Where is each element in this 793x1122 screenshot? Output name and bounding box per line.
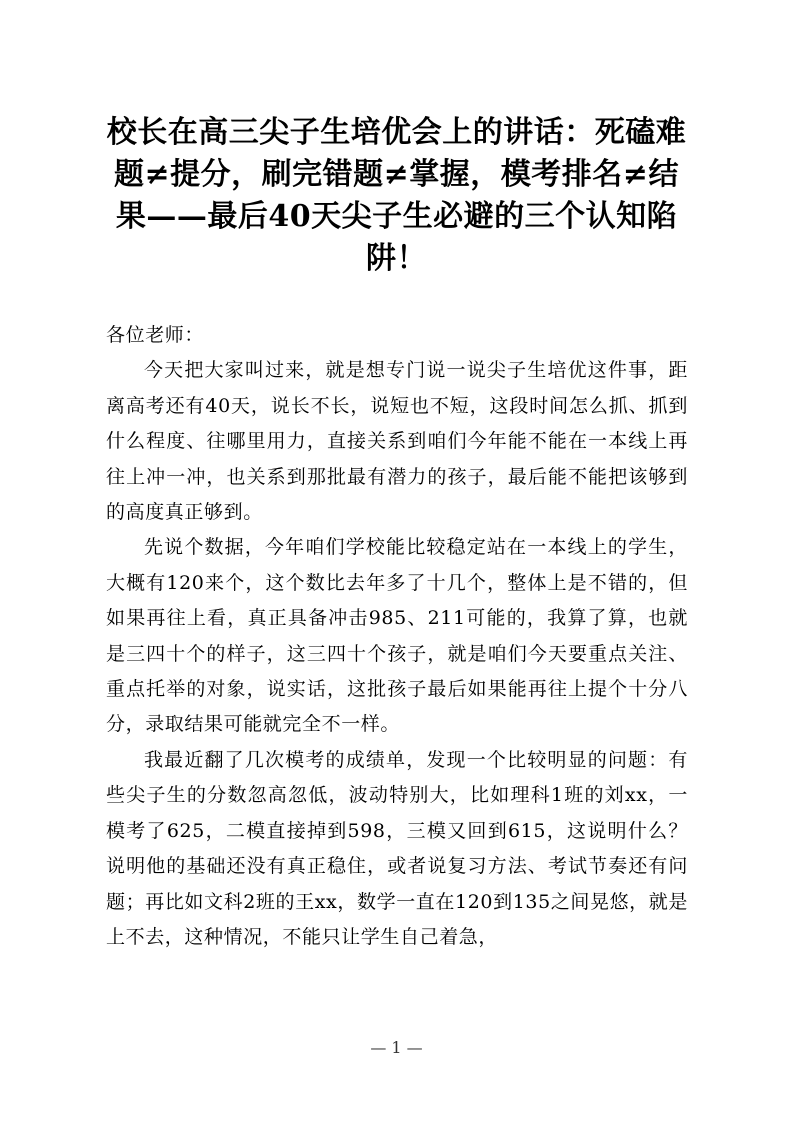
paragraph: 先说个数据，今年咱们学校能比较稳定站在一本线上的学生，大概有120来个，这个数比去年多了十几个，整体上是不错的，但如果再往上看，真正具备冲击985、211可能的，我算了算，也就是三四十个的样子，这三四十个孩子，就是咱们今天要重点关注、重点托举的对象，说实话，这批孩子最后如果能再往上提个十分八分，录取结果可能就完全不一样。 bbox=[106, 536, 688, 736]
document-title: 校长在高三尖子生培优会上的讲话：死磕难题≠提分，刷完错题≠掌握，模考排名≠结果——最后40天尖子生必避的三个认知陷阱！ bbox=[106, 115, 687, 276]
salutation: 各位老师： bbox=[106, 324, 205, 346]
paragraph: 我最近翻了几次模考的成绩单，发现一个比较明显的问题：有些尖子生的分数忽高忽低，波动特别大，比如理科1班的刘xx，一模考了625，二模直接掉到598，三模又回到615，这说明什么？说明他的基础还没有真正稳住，或者说复习方法、考试节奏还有问题；再比如文科2班的王xx，数学一直在120到135之间晃悠，就是上不去，这种情况，不能只让学生自己着急， bbox=[106, 748, 688, 948]
paragraph: 今天把大家叫过来，就是想专门说一说尖子生培优这件事，距离高考还有40天，说长不长，说短也不短，这段时间怎么抓、抓到什么程度、往哪里用力，直接关系到咱们今年能不能在一本线上再往上冲一冲，也关系到那批最有潜力的孩子，最后能不能把该够到的高度真正够到。 bbox=[106, 359, 688, 524]
page-number: — 1 — bbox=[370, 1038, 423, 1057]
document-body bbox=[106, 318, 688, 955]
